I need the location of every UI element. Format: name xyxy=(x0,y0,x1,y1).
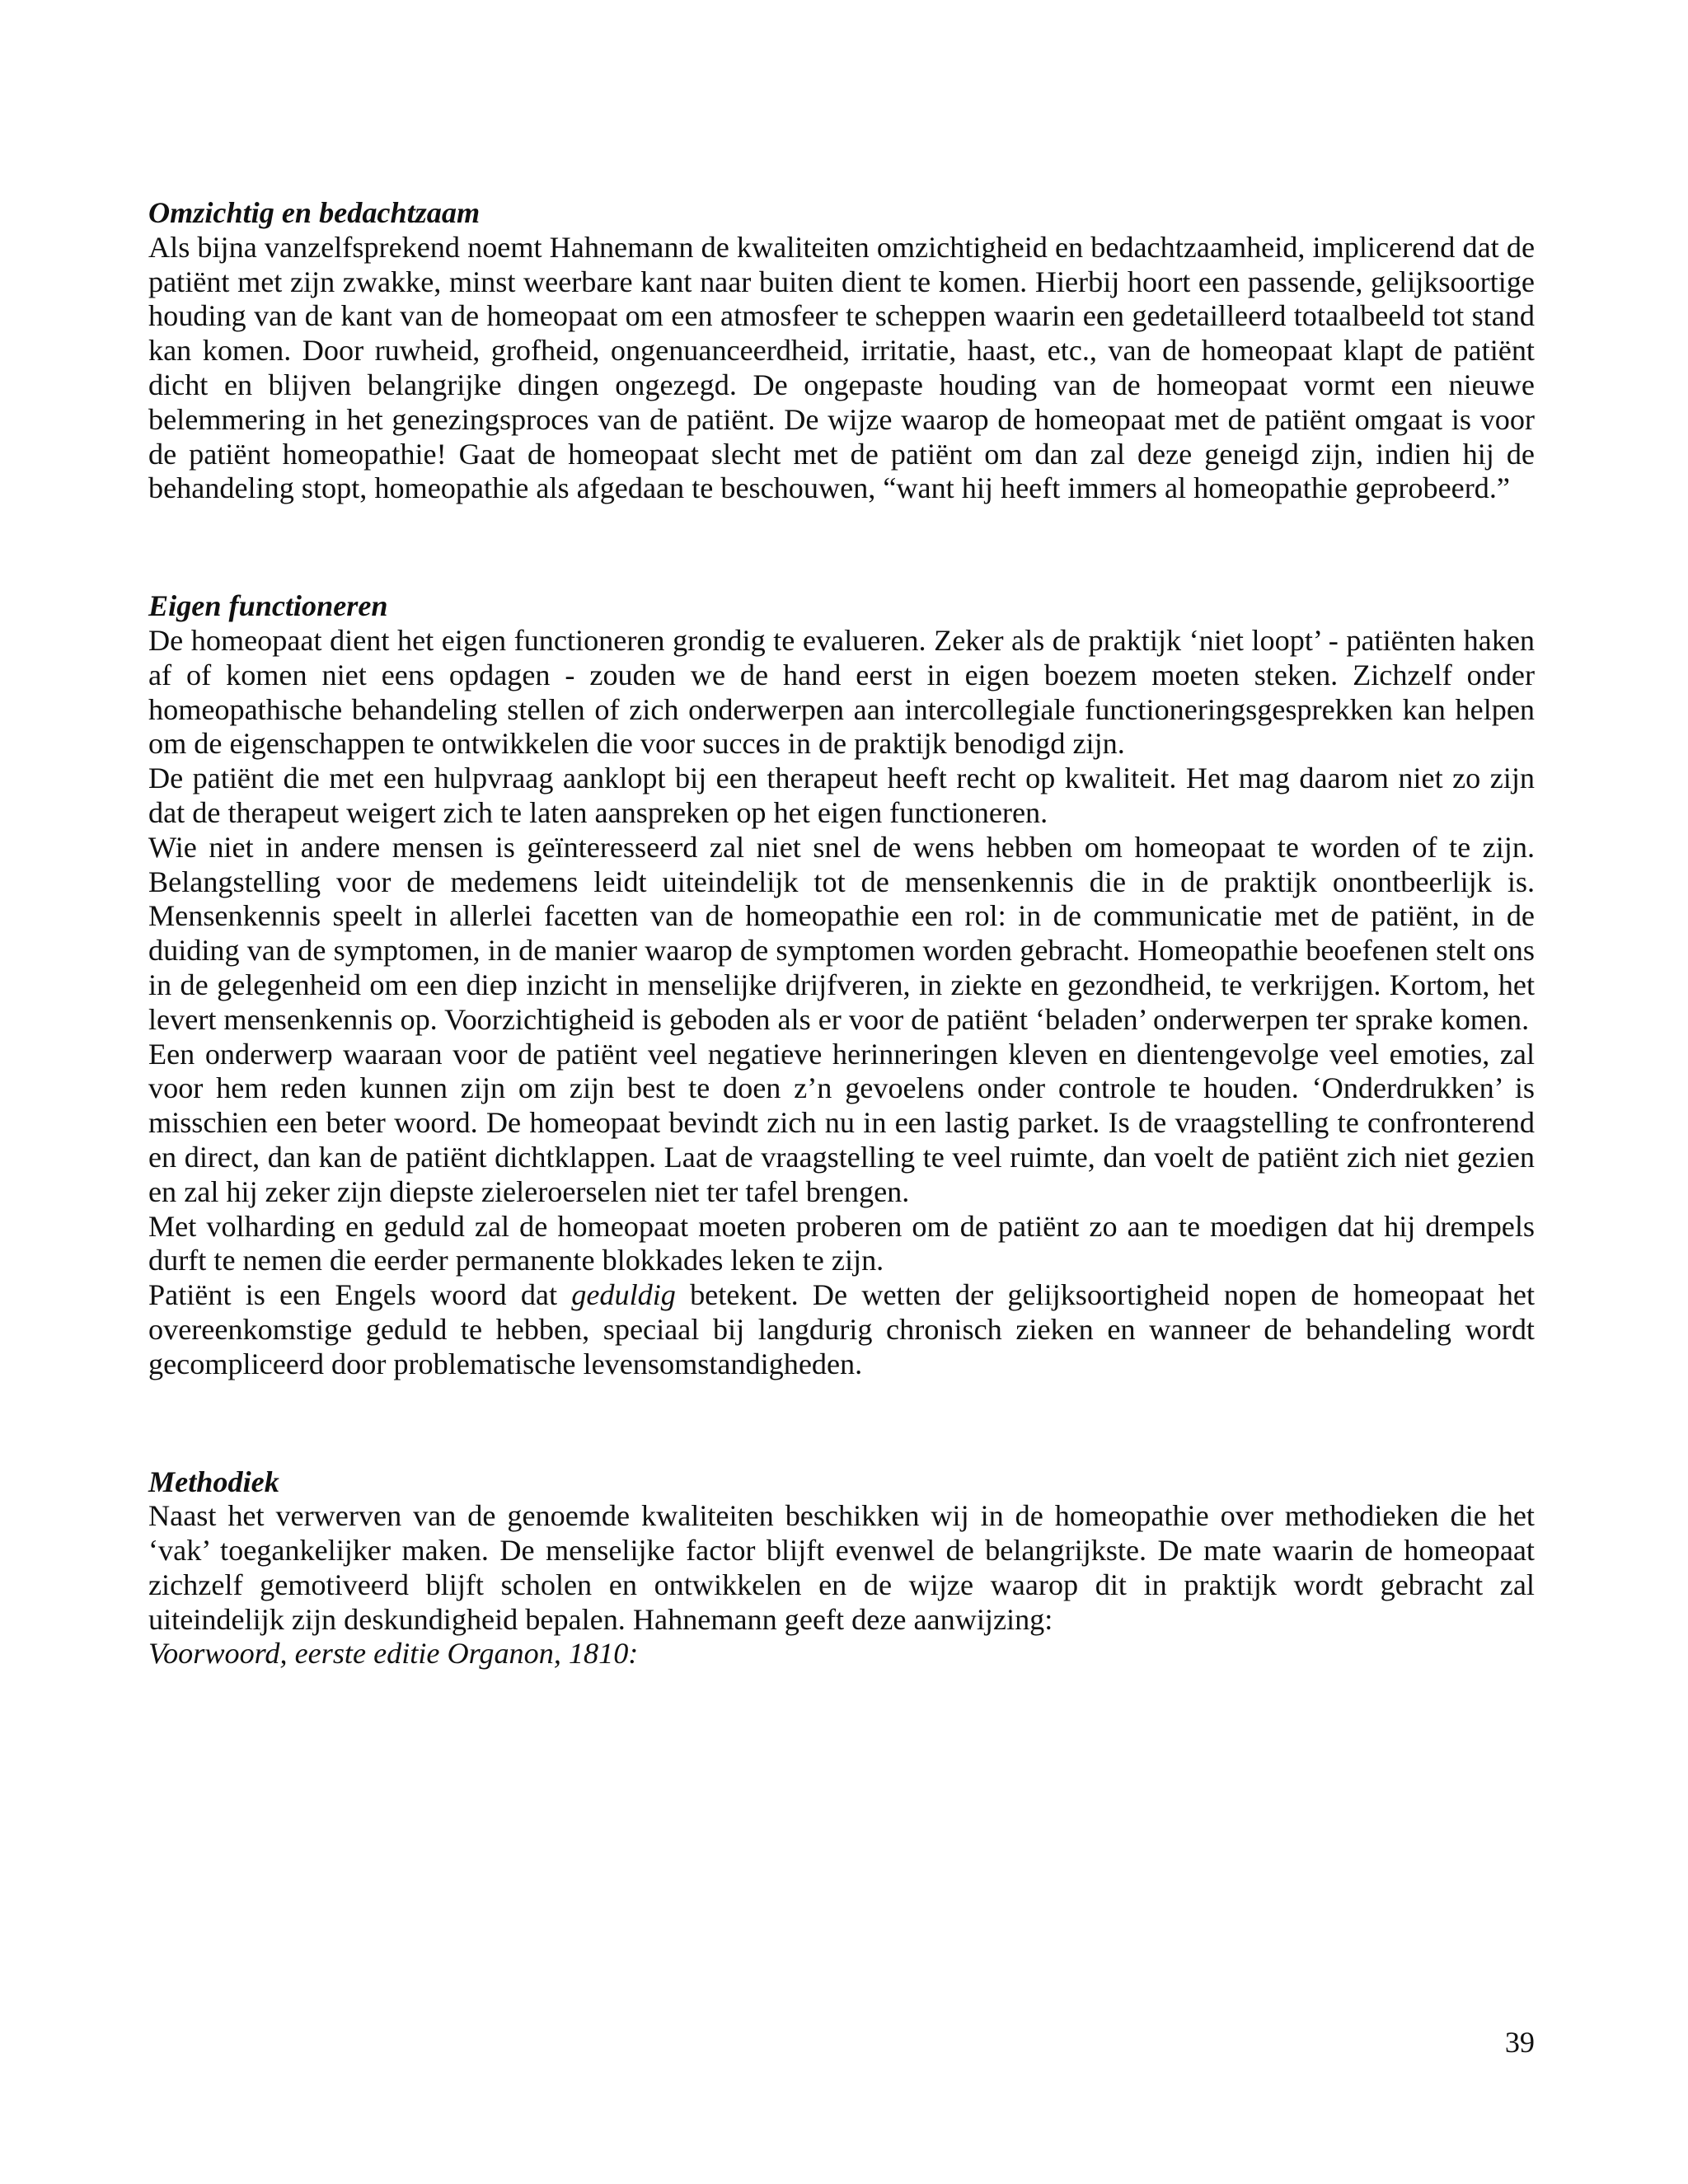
section-heading: Eigen functioneren xyxy=(148,589,388,623)
citation-note: Voorwoord, eerste editie Organon, 1810: xyxy=(148,1637,639,1671)
page-number: 39 xyxy=(1504,2026,1535,2059)
page-body xyxy=(148,196,1535,1671)
paragraph: De homeopaat dient het eigen functioneren grondig te evalueren. Zeker als de praktijk ‘niet loopt’ - patiënten haken af of komen niet eens opdagen - zouden we de hand eerst in eigen boezem moeten steken. Zichzelf onder homeopathische behandeling stellen of zich onderwerpen aan intercollegiale functioneringsgesprekken kan helpen om de eigenschappen te ontwikkelen die voor succes in de praktijk benodigd zijn. xyxy=(148,623,1535,761)
paragraph: Een onderwerp waaraan voor de patiënt veel negatieve herinneringen kleven en dientengevolge veel emoties, zal voor hem reden kunnen zijn om zijn best te doen z’n gevoelens onder controle te houden. ‘Onderdrukken’ is misschien een beter woord. De homeopaat bevindt zich nu in een lastig parket. Is de vraagstelling te confronterend en direct, dan kan de patiënt dichtklappen. Laat de vraagstelling te veel ruimte, dan voelt de patiënt zich niet gezien en zal hij zeker zijn diepste zieleroerselen niet ter tafel brengen. xyxy=(148,1037,1535,1208)
paragraph: De patiënt die met een hulpvraag aanklopt bij een therapeut heeft recht op kwaliteit. Het mag daarom niet zo zijn dat de therapeut weigert zich te laten aanspreken op het eigen functioneren. xyxy=(148,762,1535,829)
paragraph: Met volharding en geduld zal de homeopaat moeten proberen om de patiënt zo aan te moedigen dat hij drempels durft te nemen die eerder permanente blokkades leken te zijn. xyxy=(148,1209,1535,1277)
section-heading: Omzichtig en bedachtzaam xyxy=(148,196,481,229)
paragraph: Wie niet in andere mensen is geïnteresseerd zal niet snel de wens hebben om homeopaat te worden of te zijn. Belangstelling voor de medemens leidt uiteindelijk tot de mensenkennis die in de praktijk onontbeerlijk is. Mensenkennis speelt in allerlei facetten van de homeopathie een rol: in de communicatie met de patiënt, in de duiding van de symptomen, in de manier waarop de symptomen worden gebracht. Homeopathie beoefenen stelt ons in de gelegenheid om een diep inzicht in menselijke drijfveren, in ziekte en gezondheid, te verkrijgen. Kortom, het levert mensenkennis op. Voorzichtigheid is geboden als er voor de patiënt ‘beladen’ onderwerpen ter sprake komen. xyxy=(148,830,1535,1036)
emphasis-word: geduldig xyxy=(571,1278,676,1312)
paragraph-text: Patiënt is een Engels woord dat xyxy=(148,1278,572,1312)
paragraph: Naast het verwerven van de genoemde kwaliteiten beschikken wij in de homeopathie over methodieken die het ‘vak’ toegankelijker maken. De menselijke factor blijft evenwel de belangrijkste. De mate waarin de homeopaat zichzelf gemotiveerd blijft scholen en ontwikkelen en de wijze waarop dit in praktijk wordt gebracht zal uiteindelijk zijn deskundigheid bepalen. Hahnemann geeft deze aanwijzing: xyxy=(148,1499,1535,1636)
section-methodiek xyxy=(148,1465,1535,1672)
paragraph-text: betekent. De wetten der gelijksoortigheid nopen de homeopaat het overeenkomstige geduld te hebben, speciaal bij langdurig chronisch zieken en wanneer de behandeling wordt gecompliceerd door problematische levensomstandigheden. xyxy=(148,1278,1535,1380)
section-omzichtig xyxy=(148,196,1535,506)
section-heading: Methodiek xyxy=(148,1465,279,1498)
paragraph: Als bijna vanzelfsprekend noemt Hahnemann de kwaliteiten omzichtigheid en bedachtzaamheid, implicerend dat de patiënt met zijn zwakke, minst weerbare kant naar buiten dient te komen. Hierbij hoort een passende, gelijksoortige houding van de kant van de homeopaat om een atmosfeer te scheppen waarin een gedetailleerd totaalbeeld tot stand kan komen. Door ruwheid, grofheid, ongenuanceerdheid, irritatie, haast, etc., van de homeopaat klapt de patiënt dicht en blijven belangrijke dingen ongezegd. De ongepaste houding van de homeopaat vormt een nieuwe belemmering in het genezingsproces van de patiënt. De wijze waarop de homeopaat met de patiënt omgaat is voor de patiënt homeopathie! Gaat de homeopaat slecht met de patiënt om dan zal deze geneigd zijn, indien hij de behandeling stopt, homeopathie als afgedaan te beschouwen, “want hij heeft immers al homeopathie geprobeerd.” xyxy=(148,230,1535,505)
section-eigen-functioneren xyxy=(148,589,1535,1381)
paragraph xyxy=(148,1278,1535,1381)
